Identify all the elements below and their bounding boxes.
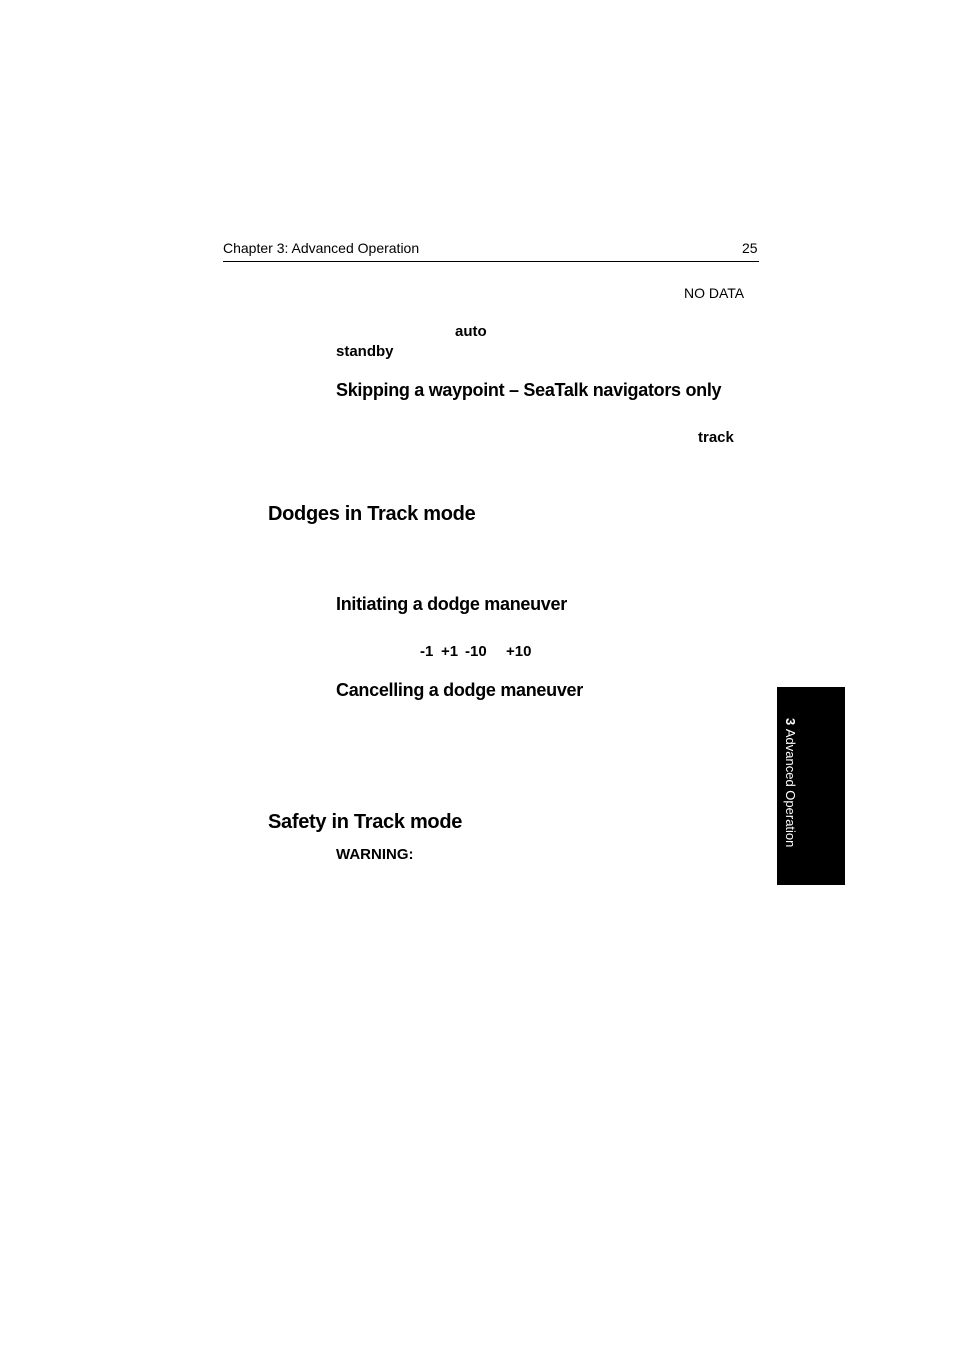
header-rule xyxy=(223,261,759,262)
heading-initiating-dodge: Initiating a dodge maneuver xyxy=(336,594,567,614)
standby-keyword: standby xyxy=(336,343,394,360)
no-data-label: NO DATA xyxy=(684,285,745,301)
chapter-side-tab-number: 3 xyxy=(783,718,798,726)
heading-skipping-waypoint: Skipping a waypoint – SeaTalk navigators only xyxy=(336,380,722,400)
key-minus-10: -10 xyxy=(465,643,487,660)
auto-keyword: auto xyxy=(455,323,487,340)
page-number: 25 xyxy=(742,240,758,256)
heading-cancelling-dodge: Cancelling a dodge maneuver xyxy=(336,680,583,700)
running-header-chapter: Chapter 3: Advanced Operation xyxy=(223,240,420,256)
key-plus-1: +1 xyxy=(441,643,459,660)
track-keyword: track xyxy=(698,429,734,446)
chapter-side-tab-label: Advanced Operation xyxy=(783,728,798,848)
heading-safety-track-mode: Safety in Track mode xyxy=(268,811,463,833)
chapter-side-tab-text xyxy=(783,718,798,847)
heading-dodges-track-mode: Dodges in Track mode xyxy=(268,503,476,525)
warning-label: WARNING: xyxy=(336,846,414,863)
key-plus-10: +10 xyxy=(506,643,532,660)
key-minus-1: -1 xyxy=(420,643,434,660)
